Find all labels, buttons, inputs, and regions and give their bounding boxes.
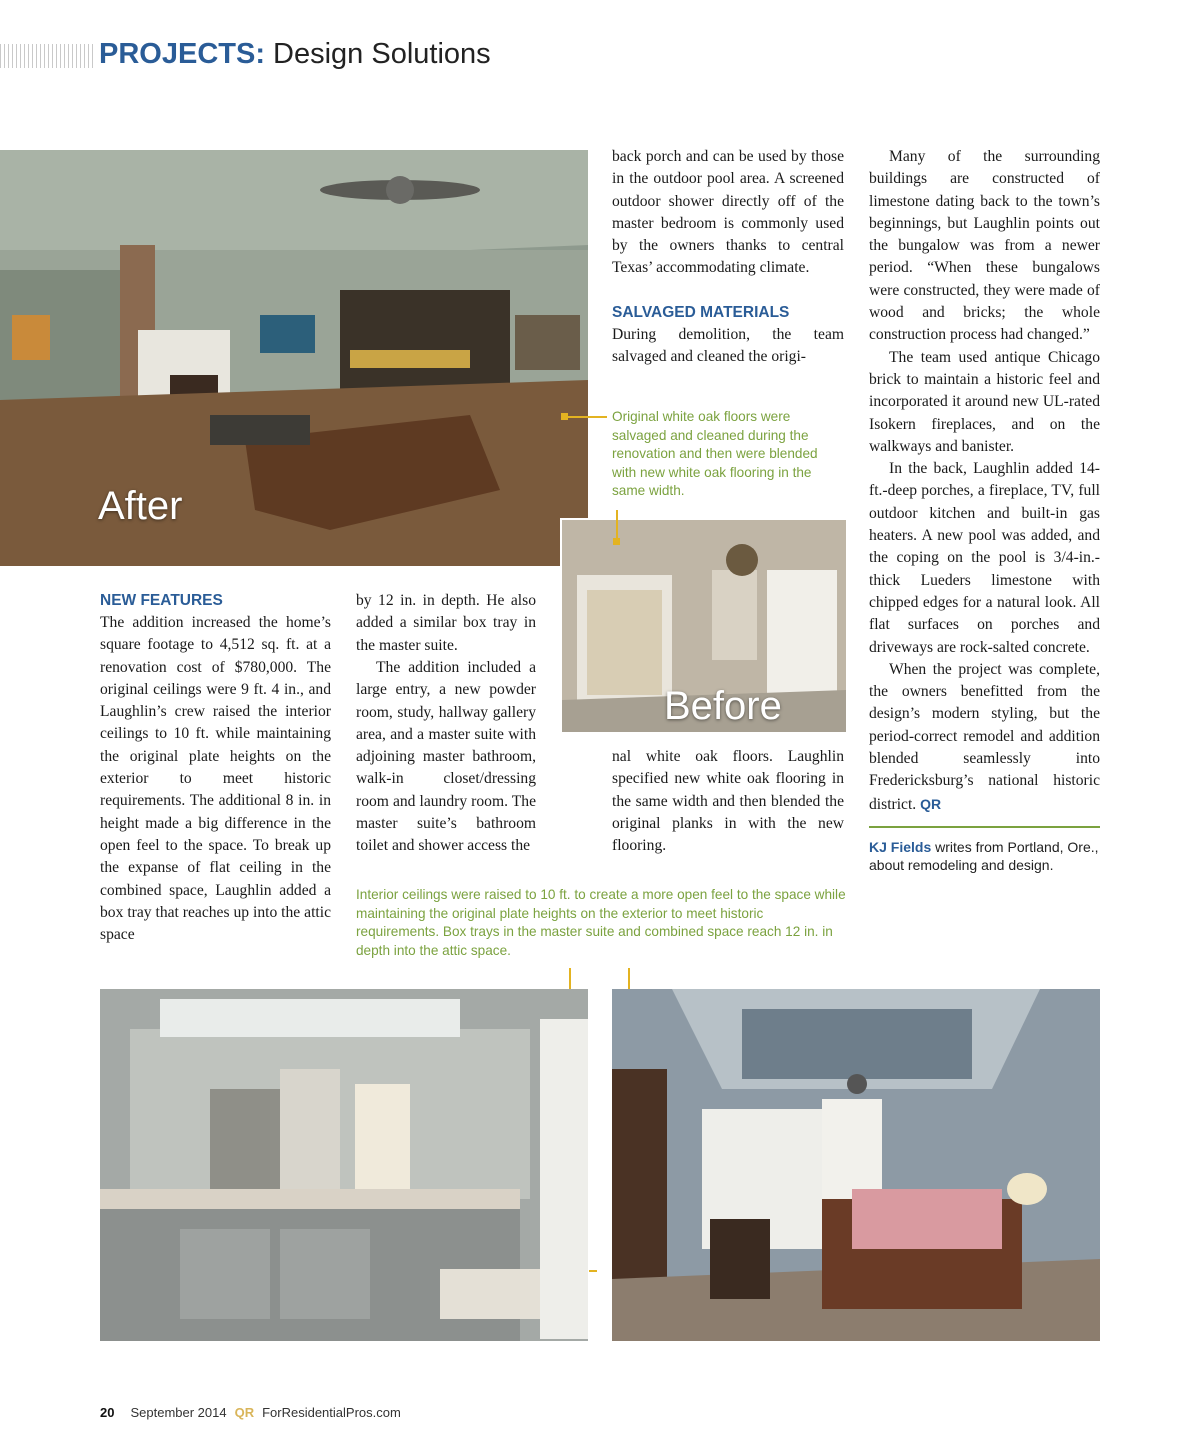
- author-bio-text: writes from Portland, Ore., about remodeling and design.: [869, 838, 1099, 874]
- website-link[interactable]: ForResidentialPros.com: [262, 1405, 401, 1420]
- body-paragraph: During demolition, the team salvaged and cleaned the origi-: [612, 325, 844, 366]
- body-paragraph: The addition included a large entry, a new powder room, study, hallway gallery area, and a master suite with adjoining master bathroom, walk-in closet/dressing room and laundry room. The master suite’s bathroom toilet and shower access the: [356, 659, 536, 855]
- caption-leader-line: [589, 1270, 597, 1272]
- closing-text: When the project was complete, the owners benefitted from the design’s modern styling, but the period-correct remodel and addition blended seamlessly into Fredericksburg’s national historic district.: [869, 660, 1100, 813]
- caption-leader-line: [616, 510, 618, 540]
- issue-date: September 2014: [130, 1405, 227, 1420]
- body-paragraph: In the back, Laughlin added 14-ft.-deep porches, a fireplace, TV, full outdoor kitchen and built-in gas heaters. A new pool was added, and the coping on the pool is 3/4-in.-thick Lueders limestone with chipped edges for a natural look. All flat surfaces on porches and driveways are rock-salted concrete.: [869, 460, 1100, 656]
- body-paragraph: by 12 in. in depth. He also added a similar box tray in the master suite.: [356, 592, 536, 654]
- column-1: [100, 590, 331, 946]
- body-paragraph: back porch and can be used by those in the outdoor pool area. A screened outdoor shower directly off of the master bedroom is commonly used by the owners thanks to central Texas’ accommodating climate.: [612, 148, 844, 277]
- ceilings-caption: Interior ceilings were raised to 10 ft. to create a more open feel to the space while maintaining the original plate heights on the exterior to meet historic requirements. Box trays in the master suite and combined space reach 12 in. in depth into the attic space.: [356, 887, 846, 958]
- body-paragraph: The addition increased the home’s square footage to 4,512 sq. ft. at a renovation cost of $780,000. The original ceilings were 9 ft. 4 in., and Laughlin’s crew raised the interior ceilings to 10 ft. while maintaining the original plate heights on the exterior to meet historic requirements. The additional 8 in. in height made a big difference in the open feel to the space. To break up the expanse of flat ceiling in the combined space, Laughlin added a box tray that reaches up into the attic space: [100, 614, 331, 944]
- body-paragraph: The team used antique Chicago brick to maintain a historic feel and incorporated it around new UL-rated Isokern fireplaces, and on the walkways and banister.: [869, 348, 1100, 455]
- before-label: Before: [664, 684, 782, 728]
- after-living-room-photo: [0, 150, 588, 566]
- caption-leader-dot: [613, 538, 620, 545]
- page-number: 20: [100, 1405, 115, 1420]
- body-paragraph: [869, 659, 1100, 816]
- author-bio: [869, 826, 1100, 875]
- column-2-top: [356, 590, 536, 657]
- column-3: [612, 146, 844, 368]
- section-header: [99, 38, 491, 71]
- author-name: KJ Fields: [869, 838, 932, 855]
- column-2: [356, 657, 587, 858]
- column-3-continued: [612, 746, 844, 857]
- magazine-logo: QR: [234, 1405, 255, 1420]
- body-paragraph: nal white oak floors. Laughlin specified new white oak flooring in the same width and then blended the original planks in with the new flooring.: [612, 748, 844, 855]
- section-keyword: PROJECTS:: [99, 38, 265, 70]
- after-label: After: [98, 484, 183, 528]
- caption-leader-dot: [561, 413, 568, 420]
- header-stripes: [0, 44, 96, 68]
- master-bathroom-photo: [100, 989, 588, 1341]
- section-heading: SALVAGED MATERIALS: [612, 303, 790, 321]
- before-room-photo: [560, 518, 846, 732]
- master-bedroom-photo: [612, 989, 1100, 1341]
- body-paragraph: Many of the surrounding buildings are constructed of limestone dating back to the town’s beginnings, but Laughlin points out the bungalow was from a newer period. “When these bungalows were constructed, they were made of wood and bricks; the whole construction process had changed.”: [869, 148, 1100, 344]
- column-4: [869, 146, 1100, 875]
- section-heading: NEW FEATURES: [100, 592, 223, 609]
- floors-caption: Original white oak floors were salvaged and cleaned during the renovation and then were blended with new white oak flooring in the same width.: [612, 409, 818, 499]
- section-title: Design Solutions: [264, 38, 491, 70]
- caption-leader-line: [563, 416, 607, 418]
- end-mark: QR: [920, 795, 942, 812]
- page-footer: [100, 1405, 401, 1420]
